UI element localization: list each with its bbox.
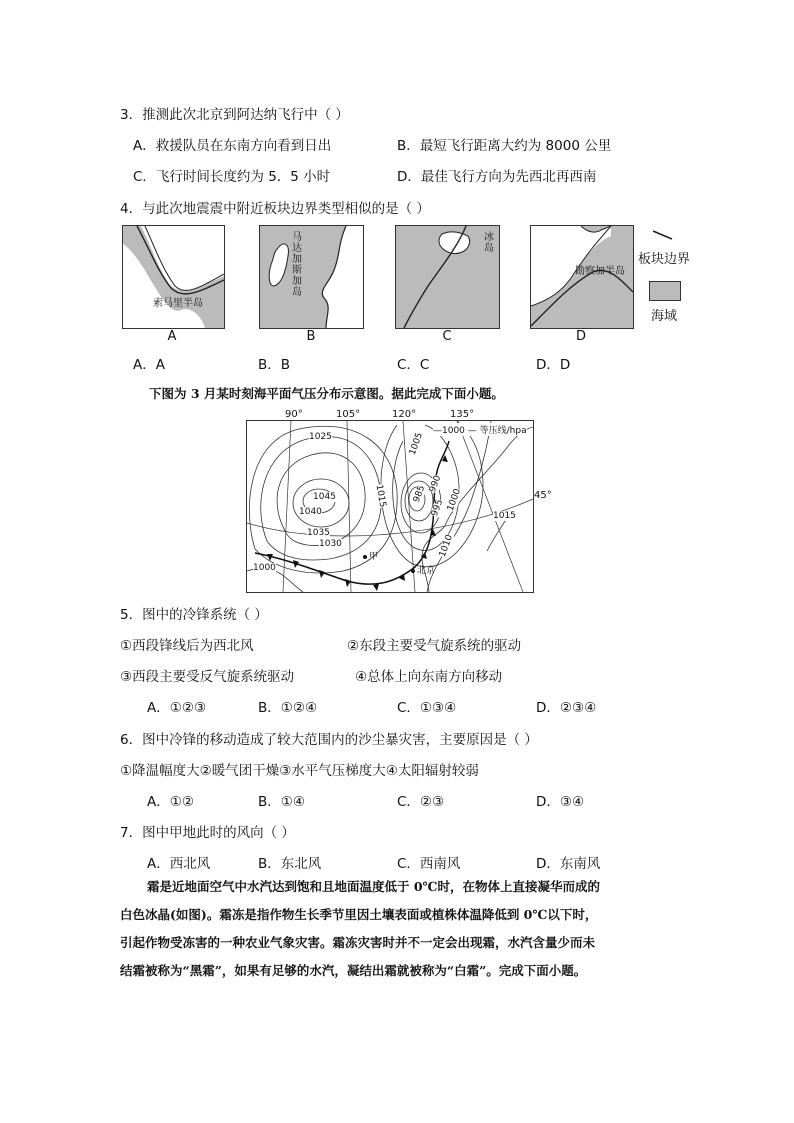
- isobar-label-1010: 1010: [437, 533, 456, 559]
- isobar-label-1040: 1040: [299, 507, 322, 517]
- q3-stem: 3．推测此次北京到阿达纳飞行中（ ）: [120, 107, 349, 123]
- q7-option-c[interactable]: C．西南风: [397, 856, 461, 872]
- isobar-label-1015-west: 1015: [373, 483, 388, 509]
- q6-statements: ①降温幅度大②暖气团干燥③水平气压梯度大④太阳辐射较弱: [120, 763, 479, 779]
- q4-option-a[interactable]: A．A: [133, 357, 165, 373]
- map-a-drawing: [123, 226, 224, 328]
- q5-option-b[interactable]: B．①②④: [258, 700, 318, 716]
- isobar-label-1030: 1030: [319, 539, 342, 549]
- lon-label-135: 135°: [450, 409, 475, 420]
- isobar-legend: —1000 — 等压线/hpa: [433, 423, 527, 436]
- q4-option-d[interactable]: D．D: [536, 357, 571, 373]
- pressure-map-drawing: [247, 421, 533, 592]
- q5-statement-3: ③西段主要受反气旋系统驱动: [120, 669, 295, 685]
- legend-boundary-label: 板块边界: [638, 252, 691, 267]
- q3-option-c[interactable]: C．飞行时间长度约为 5．5 小时: [133, 169, 331, 185]
- passage-line-3: 引起作物受冻害的一种农业气象灾害。霜冻灾害时并不一定会出现霜，水汽含量少而未: [120, 935, 596, 950]
- map-a: [122, 225, 225, 329]
- lat-label-45: 45°: [534, 490, 552, 501]
- map-d: [530, 225, 634, 329]
- isobar-label-1000-east: 1000: [445, 487, 464, 513]
- pressure-map-intro: 下图为 3 月某时刻海平面气压分布示意图。据此完成下面小题。: [149, 386, 504, 401]
- q5-statement-2: ②东段主要受气旋系统的驱动: [347, 638, 522, 654]
- map-d-caption: D: [575, 329, 586, 344]
- q4-option-b[interactable]: B．B: [258, 357, 291, 373]
- map-c-label: 冰岛: [484, 232, 494, 254]
- q6-option-a[interactable]: A．①②: [147, 794, 194, 810]
- isobar-label-1000-west: 1000: [253, 563, 276, 573]
- q7-stem: 7．图中甲地此时的风向（ ）: [120, 825, 295, 841]
- place-label-jia: 甲: [369, 552, 379, 562]
- plate-boundary-legend-icon: [652, 227, 674, 241]
- q3-option-b[interactable]: B．最短飞行距离大约为 8000 公里: [397, 138, 612, 154]
- pressure-map: [246, 420, 534, 593]
- q7-option-d[interactable]: D．东南风: [536, 856, 601, 872]
- q4-stem: 4．与此次地震震中附近板块边界类型相似的是（ ）: [120, 201, 430, 217]
- q6-option-b[interactable]: B．①④: [258, 794, 305, 810]
- map-b-drawing: [260, 226, 363, 328]
- map-d-drawing: [531, 226, 633, 328]
- passage-line-2: 白色冰晶(如图)。霜冻是指作物生长季节里因土壤表面或植株体温降低到 0℃以下时，: [120, 907, 598, 922]
- q3-option-d[interactable]: D．最佳飞行方向为先西北再西南: [397, 169, 597, 185]
- place-label-beijing: 北京: [417, 566, 436, 576]
- q7-option-a[interactable]: A．西北风: [147, 856, 211, 872]
- q5-stem: 5．图中的冷锋系统（ ）: [120, 607, 268, 623]
- map-d-label: 勘察加半岛: [575, 266, 625, 277]
- isobar-label-1025: 1025: [309, 432, 332, 442]
- map-c: [395, 225, 500, 329]
- q4-option-c[interactable]: C．C: [397, 357, 430, 373]
- q5-statement-4: ④总体上向东南方向移动: [355, 669, 503, 685]
- q5-statement-1: ①西段锋线后为西北风: [120, 638, 254, 654]
- q6-option-c[interactable]: C．②③: [397, 794, 445, 810]
- q6-stem: 6．图中冷锋的移动造成了较大范围内的沙尘暴灾害，主要原因是（ ）: [120, 732, 538, 748]
- q3-option-a[interactable]: A．救援队员在东南方向看到日出: [133, 138, 332, 154]
- lon-label-105: 105°: [336, 409, 361, 420]
- isobar-label-1045: 1045: [313, 492, 336, 502]
- q6-option-d[interactable]: D．③④: [536, 794, 585, 810]
- map-a-caption: A: [167, 329, 177, 344]
- map-b: [259, 225, 364, 329]
- q5-option-d[interactable]: D．②③④: [536, 700, 597, 716]
- q5-option-c[interactable]: C．①③④: [397, 700, 457, 716]
- passage-line-4: 结霜被称为“黑霜”，如果有足够的水汽，凝结出霜就被称为“白霜”。完成下面小题。: [120, 963, 587, 978]
- sea-legend-swatch: [649, 281, 681, 301]
- isobar-label-985: 985: [411, 484, 428, 504]
- isobar-label-1035: 1035: [307, 528, 330, 538]
- q7-option-b[interactable]: B．东北风: [258, 856, 322, 872]
- passage-line-1: 霜是近地面空气中水汽达到饱和且地面温度低于 0℃时，在物体上直接凝华而成的: [147, 879, 601, 894]
- isobar-label-1015-east: 1015: [493, 511, 516, 521]
- map-c-caption: C: [442, 329, 452, 344]
- map-b-caption: B: [306, 329, 316, 344]
- lon-label-90: 90°: [285, 409, 303, 420]
- legend-sea-label: 海域: [651, 309, 678, 324]
- lon-label-120: 120°: [392, 409, 417, 420]
- isobar-label-990: 990: [427, 474, 444, 494]
- map-b-label: 马达加斯加岛: [292, 232, 302, 298]
- map-a-label: 索马里半岛: [153, 298, 203, 309]
- isobar-label-995: 995: [429, 498, 446, 518]
- q5-option-a[interactable]: A．①②③: [147, 700, 207, 716]
- isobar-label-1005: 1005: [407, 431, 426, 457]
